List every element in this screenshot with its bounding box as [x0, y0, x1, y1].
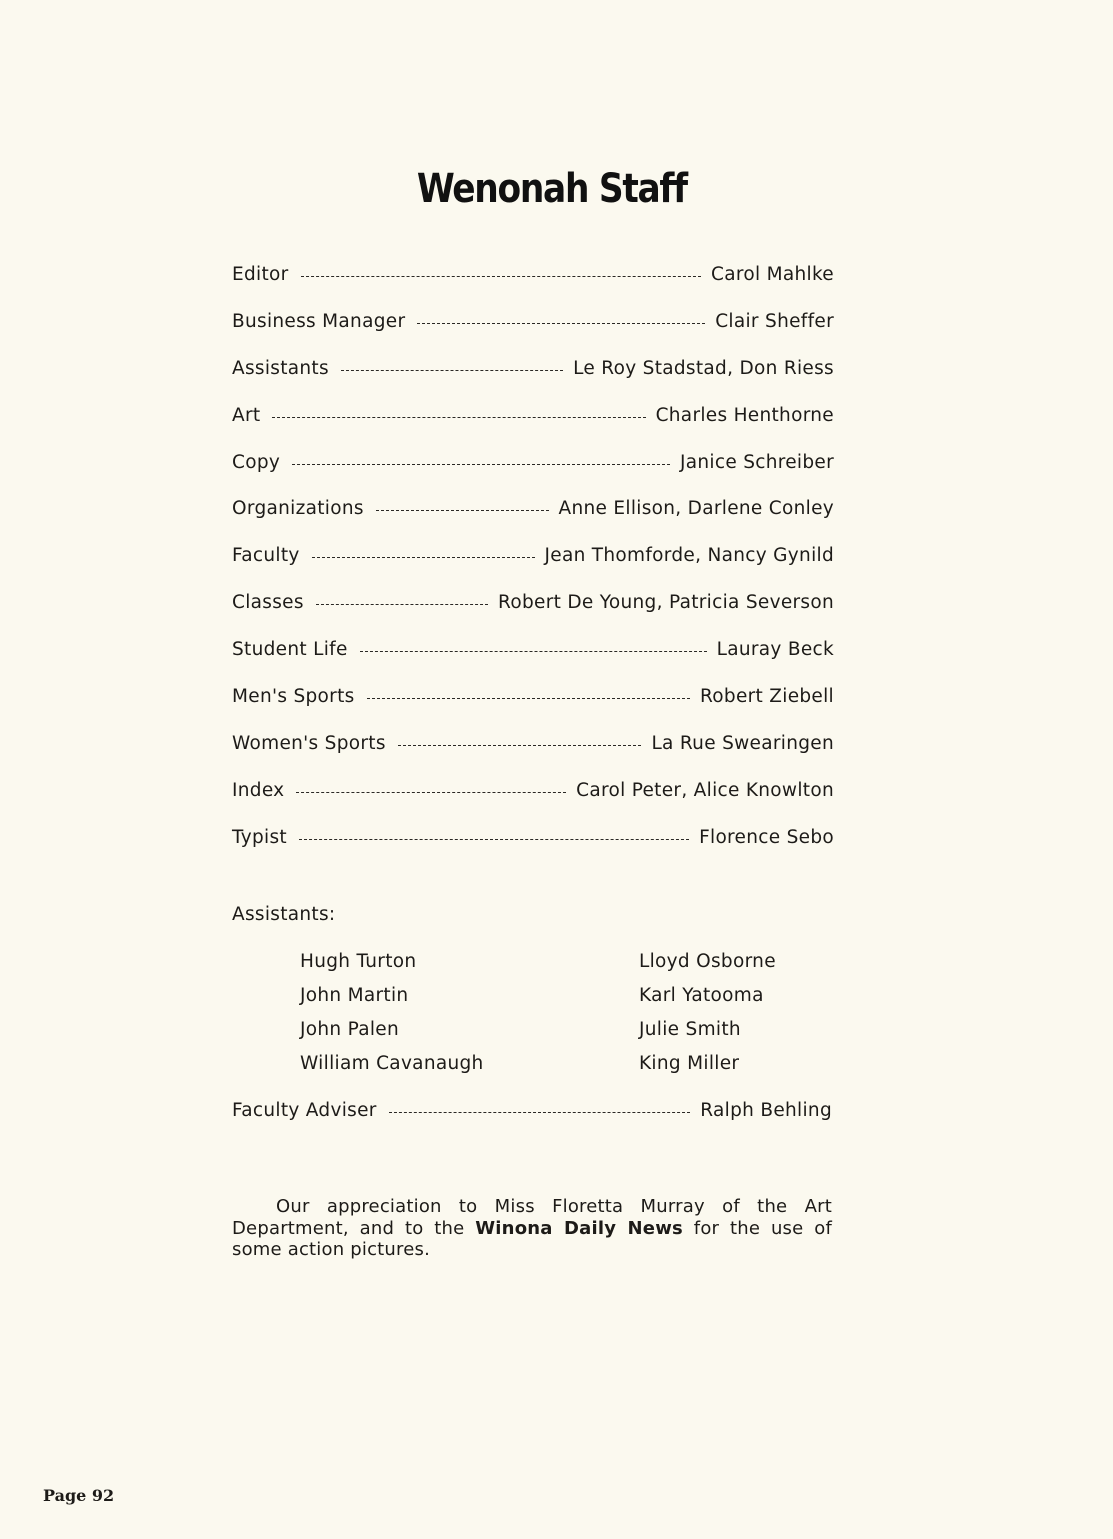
staff-row — [232, 827, 834, 874]
dotted-leader — [389, 1112, 691, 1113]
staff-role: Index — [232, 779, 285, 801]
staff-row — [232, 452, 834, 499]
staff-row — [232, 358, 834, 405]
note-text: Our appreciation to Miss Floretta Murray of the Art Department, and to the — [232, 1196, 832, 1239]
staff-role: Classes — [232, 592, 304, 614]
assistant-name: Lloyd Osborne — [639, 951, 776, 972]
dotted-leader — [316, 604, 488, 605]
staff-role: Student Life — [232, 639, 348, 661]
staff-name: Carol Peter, Alice Knowlton — [576, 779, 834, 801]
staff-name: Clair Sheffer — [715, 310, 834, 332]
page-title: Wenonah Staff — [416, 166, 687, 212]
staff-name: Charles Henthorne — [655, 404, 834, 426]
assistants-left-column — [300, 951, 484, 1087]
staff-name: Jean Thomforde, Nancy Gynild — [544, 545, 834, 567]
assistant-name: Karl Yatooma — [639, 985, 764, 1006]
staff-row — [232, 1100, 832, 1147]
dotted-leader — [360, 651, 707, 652]
dotted-leader — [341, 370, 563, 371]
assistant-name: King Miller — [639, 1053, 740, 1074]
assistant-name: William Cavanaugh — [300, 1053, 484, 1074]
assistants-right-column — [639, 951, 776, 1087]
staff-row — [232, 545, 834, 592]
dotted-leader — [367, 698, 690, 699]
staff-row — [232, 733, 834, 780]
staff-name: Le Roy Stadstad, Don Riess — [573, 357, 834, 379]
dotted-leader — [376, 510, 549, 511]
dotted-leader — [417, 323, 705, 324]
dotted-leader — [296, 792, 566, 793]
staff-role: Faculty — [232, 545, 300, 567]
staff-name: Janice Schreiber — [680, 451, 834, 473]
appreciation-note — [232, 1196, 832, 1261]
staff-row — [232, 498, 834, 545]
dotted-leader — [312, 557, 535, 558]
staff-name: La Rue Swearingen — [651, 732, 834, 754]
staff-role: Men's Sports — [232, 686, 355, 708]
staff-name: Lauray Beck — [716, 639, 834, 661]
dotted-leader — [398, 745, 642, 746]
staff-role: Copy — [232, 451, 281, 473]
staff-list — [232, 264, 834, 874]
staff-row — [232, 780, 834, 827]
staff-name: Robert Ziebell — [699, 686, 834, 708]
page-number: Page 92 — [43, 1486, 115, 1505]
staff-name: Anne Ellison, Darlene Conley — [558, 498, 834, 520]
staff-name: Ralph Behling — [700, 1100, 832, 1121]
assistant-name: Hugh Turton — [300, 951, 417, 972]
staff-role: Faculty Adviser — [232, 1100, 377, 1121]
dotted-leader — [301, 276, 701, 277]
assistants-heading: Assistants: — [232, 904, 336, 925]
note-text: for the use of some action pictures. — [232, 1217, 832, 1260]
staff-row — [232, 686, 834, 733]
staff-row — [232, 264, 834, 311]
faculty-adviser — [232, 1100, 832, 1147]
staff-name: Robert De Young, Patricia Severson — [498, 592, 834, 614]
assistant-name: John Martin — [300, 985, 409, 1006]
staff-role: Organizations — [232, 498, 364, 520]
note-bold-text: Winona Daily News — [475, 1217, 683, 1239]
staff-row — [232, 405, 834, 452]
staff-name: Florence Sebo — [699, 826, 834, 848]
staff-row — [232, 639, 834, 686]
staff-row — [232, 311, 834, 358]
staff-name: Carol Mahlke — [711, 264, 834, 285]
staff-row — [232, 592, 834, 639]
assistant-name: John Palen — [300, 1019, 400, 1040]
staff-role: Women's Sports — [232, 732, 386, 754]
staff-role: Business Manager — [232, 310, 406, 332]
dotted-leader — [299, 839, 689, 840]
assistant-name: Julie Smith — [639, 1019, 741, 1040]
staff-role: Typist — [232, 826, 287, 848]
staff-role: Assistants — [232, 357, 329, 379]
staff-role: Editor — [232, 264, 289, 285]
dotted-leader — [292, 464, 670, 465]
staff-role: Art — [232, 404, 261, 426]
dotted-leader — [272, 417, 645, 418]
